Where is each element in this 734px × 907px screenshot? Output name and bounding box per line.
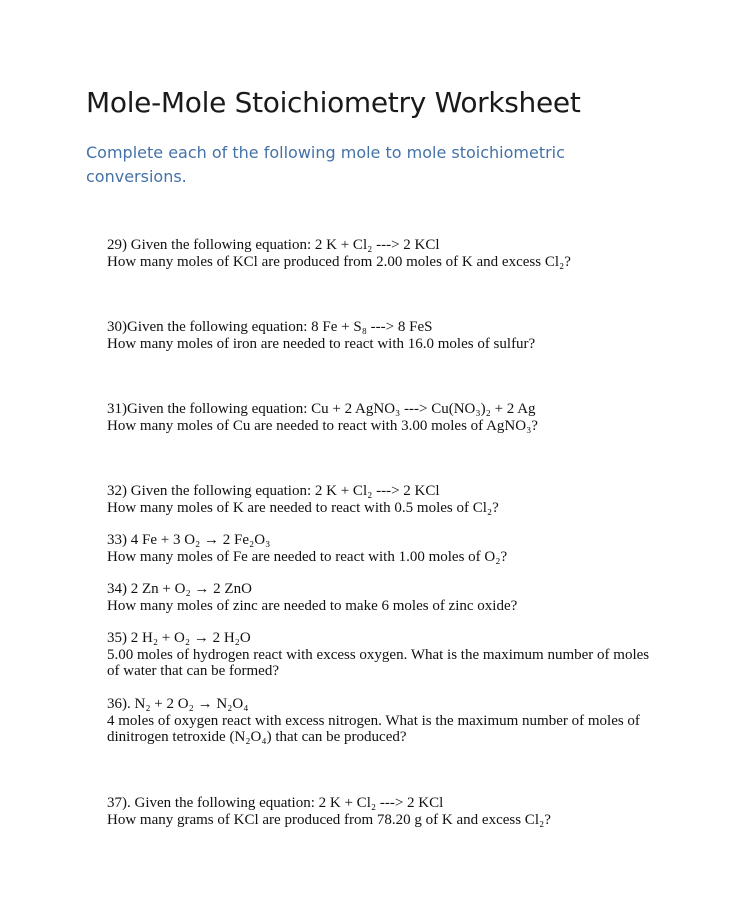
question-number: 31) bbox=[107, 401, 127, 417]
question-number: 37). bbox=[107, 795, 131, 811]
equation-line bbox=[107, 237, 667, 254]
chemical-equation: 2 K + Cl₂ ---> 2 KCl bbox=[318, 795, 444, 811]
equation-prefix: Given the following equation: bbox=[127, 319, 312, 335]
equation-line bbox=[107, 401, 667, 418]
question-text: How many moles of iron are needed to react with 16.0 moles of sulfur? bbox=[107, 335, 536, 352]
equation-line bbox=[107, 581, 667, 598]
equation-prefix: Given the following equation: bbox=[127, 483, 315, 499]
question-number: 32) bbox=[107, 483, 127, 499]
equation-line bbox=[107, 319, 667, 336]
page-subtitle: Complete each of the following mole to mole stoichiometric conversions. bbox=[86, 143, 565, 186]
question-number: 29) bbox=[107, 237, 127, 253]
question-31 bbox=[107, 401, 667, 434]
chemical-equation: 8 Fe + S₈ ---> 8 FeS bbox=[311, 319, 433, 335]
question-text: 5.00 moles of hydrogen react with excess oxygen. What is the maximum number of moles of water that can be formed? bbox=[107, 646, 650, 679]
chemical-equation: 2 K + Cl₂ ---> 2 KCl bbox=[314, 237, 440, 253]
chemical-equation: Cu + 2 AgNO₃ ---> Cu(NO₃)₂ + 2 Ag bbox=[311, 401, 536, 417]
chemical-equation: N₂ + 2 O₂ → N₂O₄ bbox=[134, 696, 249, 712]
question-number: 33) bbox=[107, 532, 127, 548]
equation-line bbox=[107, 630, 667, 647]
question-32 bbox=[107, 483, 667, 516]
equation-line bbox=[107, 795, 667, 812]
question-number: 35) bbox=[107, 630, 127, 646]
question-number: 36). bbox=[107, 696, 131, 712]
question-30 bbox=[107, 319, 667, 352]
equation-line bbox=[107, 696, 667, 713]
question-text: How many moles of Cu are needed to react with 3.00 moles of AgNO₃? bbox=[107, 417, 538, 434]
question-text: How many moles of KCl are produced from 2.00 moles of K and excess Cl₂? bbox=[107, 253, 571, 270]
chemical-equation: 4 Fe + 3 O₂ → 2 Fe₂O₃ bbox=[130, 532, 271, 548]
chemical-equation: 2 Zn + O₂ → 2 ZnO bbox=[130, 581, 252, 597]
question-text: How many moles of Fe are needed to react with 1.00 moles of O₂? bbox=[107, 548, 508, 565]
question-37 bbox=[107, 795, 667, 828]
equation-prefix: Given the following equation: bbox=[127, 401, 312, 417]
question-35 bbox=[107, 630, 667, 680]
question-text: How many moles of K are needed to react with 0.5 moles of Cl₂? bbox=[107, 499, 499, 516]
question-29 bbox=[107, 237, 667, 270]
chemical-equation: 2 H₂ + O₂ → 2 H₂O bbox=[130, 630, 251, 646]
question-36 bbox=[107, 696, 667, 746]
question-text: 4 moles of oxygen react with excess nitrogen. What is the maximum number of moles of dinitrogen tetroxide (N₂O₄) that can be produced? bbox=[107, 712, 640, 745]
question-33 bbox=[107, 532, 667, 565]
equation-prefix: Given the following equation: bbox=[127, 237, 315, 253]
page-title: Mole-Mole Stoichiometry Worksheet bbox=[86, 86, 581, 119]
chemical-equation: 2 K + Cl₂ ---> 2 KCl bbox=[314, 483, 440, 499]
question-text: How many grams of KCl are produced from 78.20 g of K and excess Cl₂? bbox=[107, 811, 551, 828]
equation-line bbox=[107, 483, 667, 500]
equation-line bbox=[107, 532, 667, 549]
question-34 bbox=[107, 581, 667, 614]
question-number: 34) bbox=[107, 581, 127, 597]
equation-prefix: Given the following equation: bbox=[130, 795, 319, 811]
question-number: 30) bbox=[107, 319, 127, 335]
question-text: How many moles of zinc are needed to make 6 moles of zinc oxide? bbox=[107, 597, 518, 614]
